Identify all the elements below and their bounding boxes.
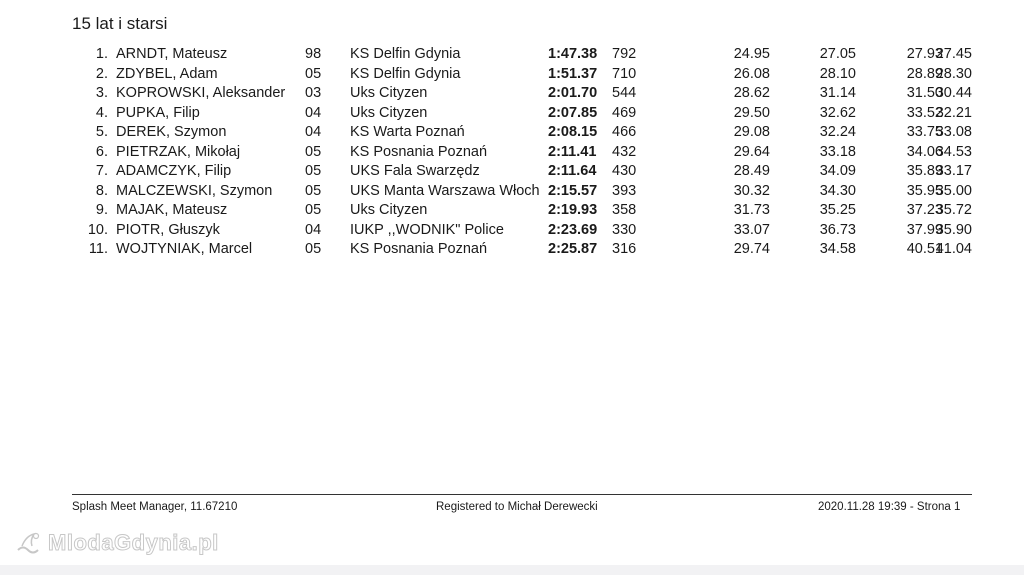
split-time: 41.04: [935, 241, 972, 257]
table-row: [0, 144, 1024, 164]
birth-year: 05: [305, 65, 322, 82]
category-heading: 15 lat i starsi: [72, 14, 168, 33]
split-time: 27.05: [819, 46, 856, 62]
swimmer-name: KOPROWSKI, Aleksander: [116, 85, 286, 101]
split-time: 37.23: [906, 202, 943, 218]
result-place: 6.: [95, 143, 108, 160]
result-place: 1.: [95, 46, 108, 62]
result-place: 5.: [95, 124, 108, 140]
split-time: 32.24: [819, 124, 856, 140]
club-name: IUKP ,,WODNIK" Police: [350, 221, 504, 238]
table-row: [0, 163, 1024, 183]
table-row: [0, 241, 1024, 261]
final-time: 1:51.37: [548, 65, 598, 82]
final-time: 2:15.57: [548, 182, 598, 199]
club-name: KS Delfin Gdynia: [350, 65, 461, 82]
result-place: 4.: [95, 104, 108, 121]
split-time: 31.14: [819, 85, 856, 101]
footer-date-page: 2020.11.28 19:39 - Strona 1: [818, 501, 961, 513]
split-time: 35.95: [906, 182, 943, 199]
swimmer-name: PIOTR, Głuszyk: [116, 221, 220, 238]
club-name: KS Posnania Poznań: [350, 143, 488, 160]
table-row: [0, 202, 1024, 222]
swimmer-name: WOJTYNIAK, Marcel: [116, 241, 253, 257]
result-place: 2.: [95, 65, 108, 82]
results-table: [0, 46, 1024, 261]
final-time: 2:07.85: [548, 104, 598, 121]
split-time: 27.93: [906, 46, 943, 62]
result-place: 8.: [95, 182, 108, 199]
fina-points: 792: [612, 46, 637, 62]
birth-year: 04: [305, 124, 322, 140]
split-time: 33.08: [935, 124, 972, 140]
fina-points: 466: [612, 124, 637, 140]
birth-year: 04: [305, 104, 322, 121]
split-time: 35.25: [819, 202, 856, 218]
split-time: 29.64: [733, 143, 770, 160]
split-time: 34.53: [935, 143, 972, 160]
club-name: Uks Cityzen: [350, 202, 428, 218]
birth-year: 05: [305, 241, 322, 257]
split-time: 28.89: [906, 65, 943, 82]
table-row: [0, 222, 1024, 242]
split-time: 33.17: [935, 163, 972, 179]
split-time: 32.21: [935, 104, 972, 121]
split-time: 33.52: [906, 104, 943, 121]
club-name: Uks Cityzen: [350, 85, 428, 101]
table-row: [0, 183, 1024, 203]
birth-year: 04: [305, 221, 322, 238]
club-name: KS Warta Poznań: [350, 124, 465, 140]
fina-points: 710: [612, 65, 637, 82]
split-time: 33.75: [906, 124, 943, 140]
split-time: 29.08: [733, 124, 770, 140]
fina-points: 469: [612, 104, 637, 121]
split-time: 36.73: [819, 221, 856, 238]
table-row: [0, 85, 1024, 105]
birth-year: 05: [305, 182, 322, 199]
final-time: 2:01.70: [548, 85, 598, 101]
split-time: 28.62: [733, 85, 770, 101]
split-time: 29.74: [733, 241, 770, 257]
site-watermark: [14, 530, 219, 556]
final-time: 2:25.87: [548, 241, 598, 257]
result-place: 3.: [95, 85, 108, 101]
swimmer-name: PIETRZAK, Mikołaj: [116, 143, 241, 160]
club-name: KS Posnania Poznań: [350, 241, 488, 257]
split-time: 35.90: [935, 221, 972, 238]
split-time: 34.09: [819, 163, 856, 179]
fina-points: 330: [612, 221, 637, 238]
split-time: 34.58: [819, 241, 856, 257]
birth-year: 05: [305, 143, 322, 160]
table-row: [0, 46, 1024, 66]
split-time: 35.72: [935, 202, 972, 218]
split-time: 28.49: [733, 163, 770, 179]
swimmer-name: ZDYBEL, Adam: [116, 65, 218, 82]
table-row: [0, 124, 1024, 144]
final-time: 2:11.41: [548, 143, 597, 160]
split-time: 27.45: [935, 46, 972, 62]
table-row: [0, 105, 1024, 125]
split-time: 24.95: [733, 46, 770, 62]
split-time: 31.73: [733, 202, 770, 218]
split-time: 34.06: [906, 143, 943, 160]
split-time: 28.10: [819, 65, 856, 82]
split-time: 32.62: [819, 104, 856, 121]
final-time: 2:19.93: [548, 202, 598, 218]
table-row: [0, 66, 1024, 86]
split-time: 30.32: [733, 182, 770, 199]
fina-points: 432: [612, 143, 637, 160]
birth-year: 03: [305, 85, 322, 101]
result-place: 10.: [87, 221, 108, 238]
fina-points: 544: [612, 85, 637, 101]
split-time: 31.50: [906, 85, 943, 101]
split-time: 30.44: [935, 85, 972, 101]
split-time: 35.00: [935, 182, 972, 199]
swimmer-name: ADAMCZYK, Filip: [116, 163, 232, 179]
swimmer-name: ARNDT, Mateusz: [116, 46, 228, 62]
result-place: 11.: [88, 241, 108, 257]
split-time: 35.89: [906, 163, 943, 179]
club-name: Uks Cityzen: [350, 104, 428, 121]
birth-year: 98: [305, 46, 322, 62]
club-name: UKS Manta Warszawa Włoch: [350, 182, 540, 199]
fina-points: 430: [612, 163, 637, 179]
split-time: 33.07: [733, 221, 770, 238]
swimmer-name: PUPKA, Filip: [116, 104, 200, 121]
fina-points: 393: [612, 182, 637, 199]
birth-year: 05: [305, 202, 322, 218]
fina-points: 358: [612, 202, 637, 218]
footer-registration: Registered to Michał Derewecki: [436, 501, 598, 513]
final-time: 2:08.15: [548, 124, 598, 140]
swimmer-name: MALCZEWSKI, Szymon: [116, 182, 273, 199]
footer-software: Splash Meet Manager, 11.67210: [72, 501, 238, 513]
result-place: 7.: [95, 163, 108, 179]
watermark-text: MlodaGdynia.pl: [48, 530, 219, 555]
split-time: 40.51: [906, 241, 943, 257]
split-time: 28.30: [935, 65, 972, 82]
split-time: 33.18: [819, 143, 856, 160]
club-name: UKS Fala Swarzędz: [350, 163, 480, 179]
final-time: 1:47.38: [548, 46, 598, 62]
birth-year: 05: [305, 163, 322, 179]
footer-divider: [72, 494, 972, 495]
split-time: 34.30: [819, 182, 856, 199]
fina-points: 316: [612, 241, 637, 257]
swimmer-icon: [14, 530, 44, 556]
result-place: 9.: [95, 202, 108, 218]
swimmer-name: MAJAK, Mateusz: [116, 202, 228, 218]
split-time: 29.50: [733, 104, 770, 121]
swimmer-name: DEREK, Szymon: [116, 124, 227, 140]
final-time: 2:23.69: [548, 221, 598, 238]
split-time: 37.99: [906, 221, 943, 238]
split-time: 26.08: [733, 65, 770, 82]
final-time: 2:11.64: [548, 163, 597, 179]
club-name: KS Delfin Gdynia: [350, 46, 461, 62]
